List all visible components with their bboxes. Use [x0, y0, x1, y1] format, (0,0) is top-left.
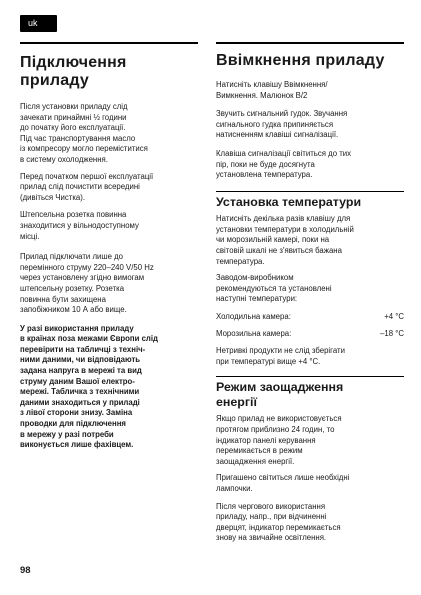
energy-saving-heading: Режим заощадження енергії [216, 380, 344, 409]
temperature-setting-paragraph: Натисніть декілька разів клавішу для установки температури в холодильній чи морозильній камері, поки на світовій шкалі не з'явиться бажана температура. [216, 214, 354, 266]
section-rule [216, 42, 404, 44]
fridge-temperature-row: Холодильна камера: +4 °C [216, 312, 404, 321]
perishable-note: Нетривкі продукти не слід зберігати при температурі вище +4 °C. [216, 346, 345, 366]
section-rule [20, 42, 198, 44]
recommended-paragraph: Заводом-виробником рекомендуються та установлені наступні температури: [216, 273, 332, 304]
dimmed-lamps-paragraph: Пригашено світиться лише необхідні лампочки. [216, 473, 350, 493]
install-paragraph: Після установки приладу слід зачекати принаймні ½ години до початку його експлуатації. Під час транспортування масло із компресору могло переміститися в систему охолодження. [20, 102, 148, 164]
power-paragraph: Прилад підключати лише до перемінного струму 220–240 V/50 Hz через установлену згідно вимогам штепсельну розетку. Розетка повинна бути захищена запобіжником 10 А або вище. [20, 252, 154, 315]
alarm-light-paragraph: Клавіша сигналізації світиться до тих пір, поки не буде досягнута установлена температура. [216, 148, 352, 180]
switch-on-heading: Ввімкнення приладу [216, 52, 385, 69]
cleaning-paragraph: Перед початком першої експлуатації прилад слід почистити всередині (дивіться Чистка). [20, 171, 154, 202]
temperature-heading: Установка температури [216, 194, 362, 209]
page-number: 98 [20, 565, 31, 576]
subsection-rule [216, 376, 404, 377]
socket-paragraph: Штепсельна розетка повинна знаходитися у вільнодоступному місці. [20, 210, 139, 241]
left-column [20, 42, 198, 451]
outside-europe-warning: У разі використання приладу в країнах поза межами Європи слід перевірити на табличці з техніч- ними даними, чи відповідають задана напруга в мережі та вид струму даним Вашої електро- мережі. Табличка з технічними даними знаходиться у приладі з лівої сторони знизу. Заміна проводки для підключення в мережу у разі потреби виконується лише фахівцем. [20, 323, 158, 450]
energy-mode-paragraph: Якщо прилад не використовується протягом приблизно 24 годин, то індикатор панелі керування перемикається в режим заощадження енергії. [216, 414, 342, 466]
right-column [216, 42, 404, 544]
connect-heading: Підключення приладу [20, 54, 127, 89]
normal-lighting-paragraph: Після чергового використання приладу, напр., при відчиненні дверцят, індикатор перемикається знову на звичайне освітлення. [216, 501, 341, 543]
switch-on-paragraph: Натисніть клавішу Ввімкнення/ Вимкнення. Малюнок B/2 [216, 80, 328, 100]
alarm-paragraph: Звучить сигнальний гудок. Звучання сигнального гудка припиняється натисненням клавіші сигналізації. [216, 109, 348, 140]
subsection-rule [216, 191, 404, 192]
language-badge: uk [20, 15, 57, 32]
freezer-temperature-row: Морозильна камера: –18 °C [216, 328, 404, 338]
